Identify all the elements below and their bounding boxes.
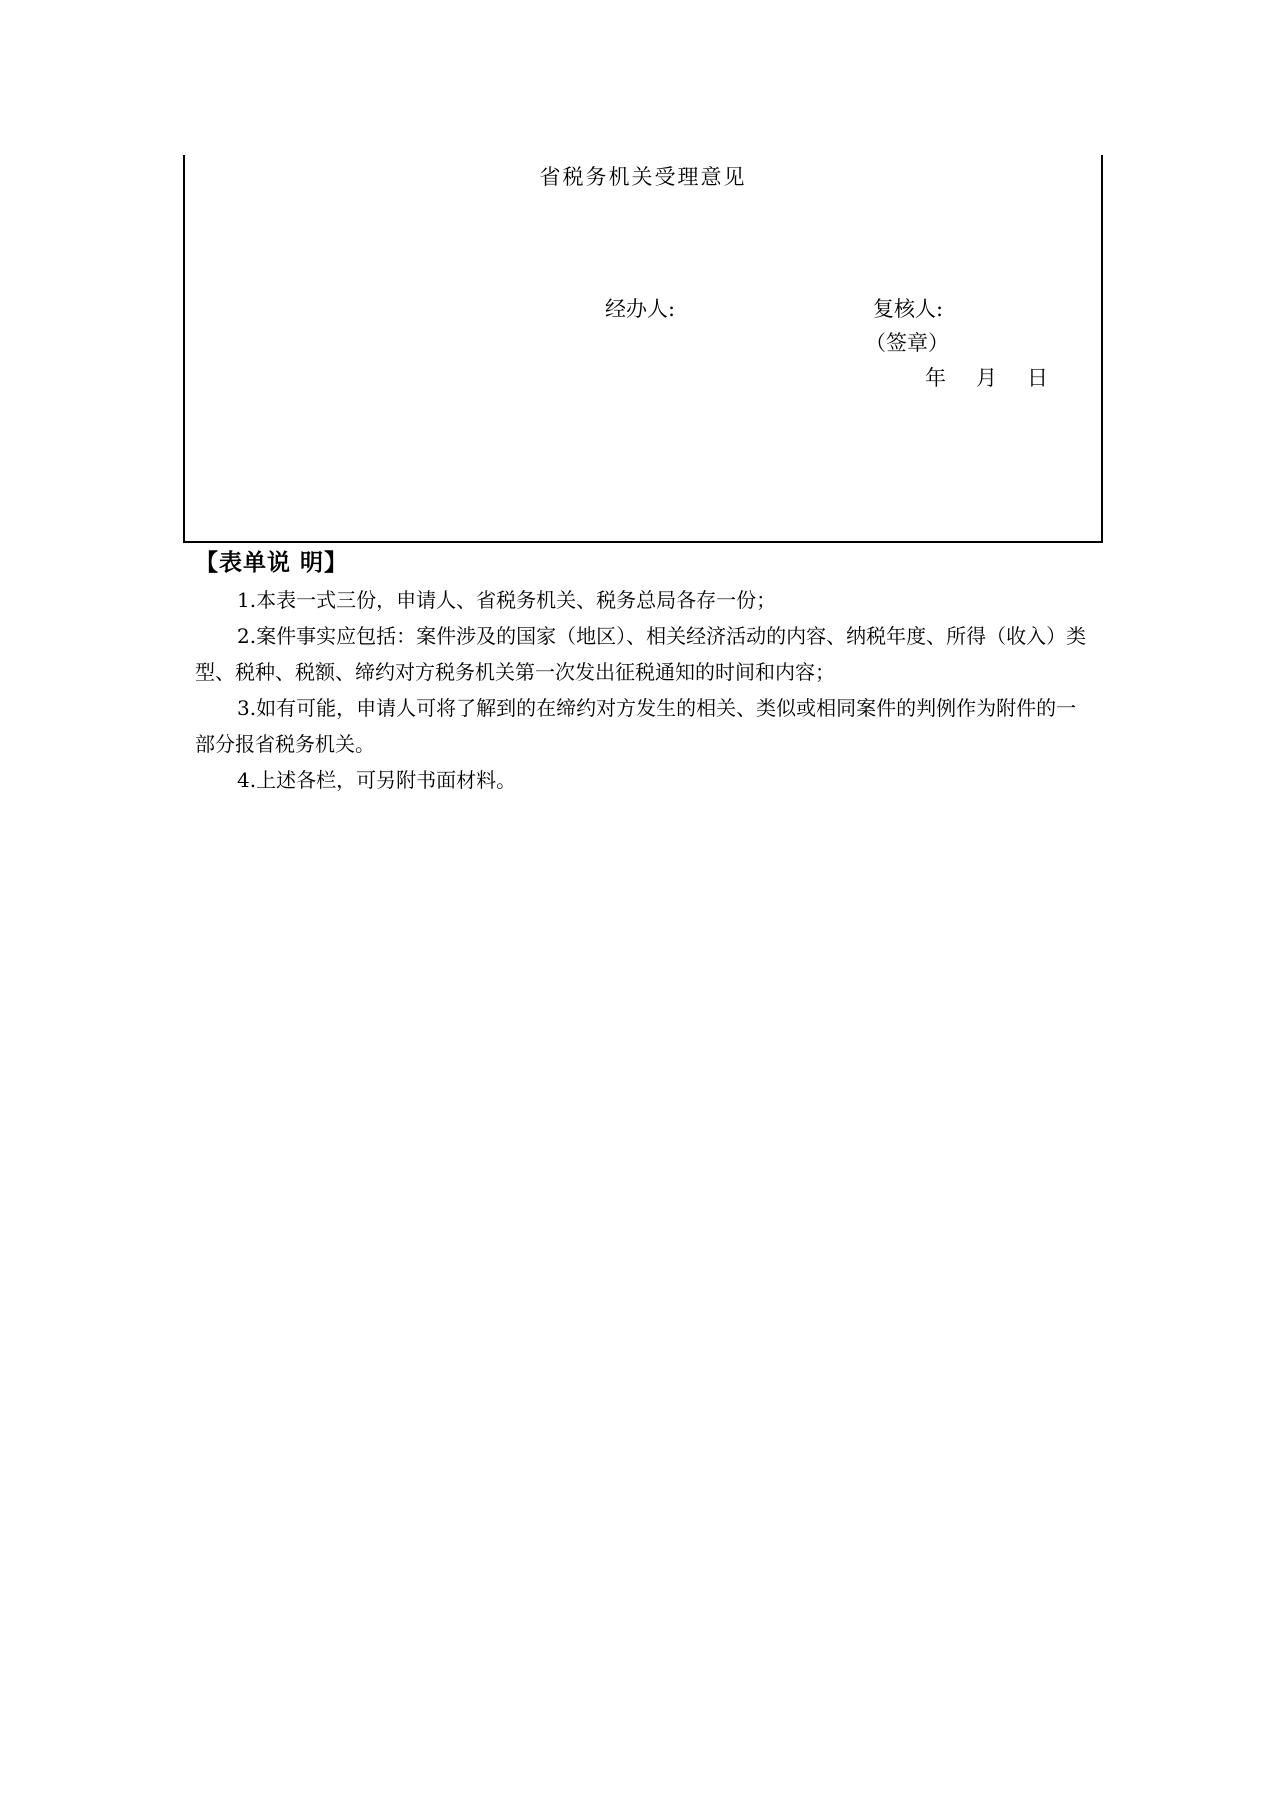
instruction-item-4: 4.上述各栏，可另附书面材料。 [237, 768, 517, 792]
date-year: 年 [925, 366, 946, 390]
acceptance-opinion-box [183, 155, 1103, 543]
form-instructions [195, 544, 1095, 798]
date-day: 日 [1027, 366, 1048, 390]
instruction-item-3: 3.如有可能，申请人可将了解到的在缔约对方发生的相关、类似或相同案件的判例作为附件的一部分报省税务机关。 [195, 696, 1077, 756]
seal-label: （签章） [865, 331, 949, 355]
instruction-item-2: 2.案件事实应包括：案件涉及的国家（地区）、相关经济活动的内容、纳税年度、所得（收入）类型、税种、税额、缔约对方税务机关第一次发出征税通知的时间和内容； [195, 624, 1087, 684]
handler-label: 经办人: [605, 297, 676, 321]
reviewer-label: 复核人: [873, 297, 944, 321]
opinion-title: 省税务机关受理意见 [539, 165, 747, 189]
instructions-heading: 【表单说 明】 [195, 549, 349, 576]
instruction-item-1: 1.本表一式三份，申请人、省税务机关、税务总局各存一份； [237, 588, 777, 612]
date-month: 月 [976, 366, 997, 390]
date-line [925, 362, 1048, 392]
